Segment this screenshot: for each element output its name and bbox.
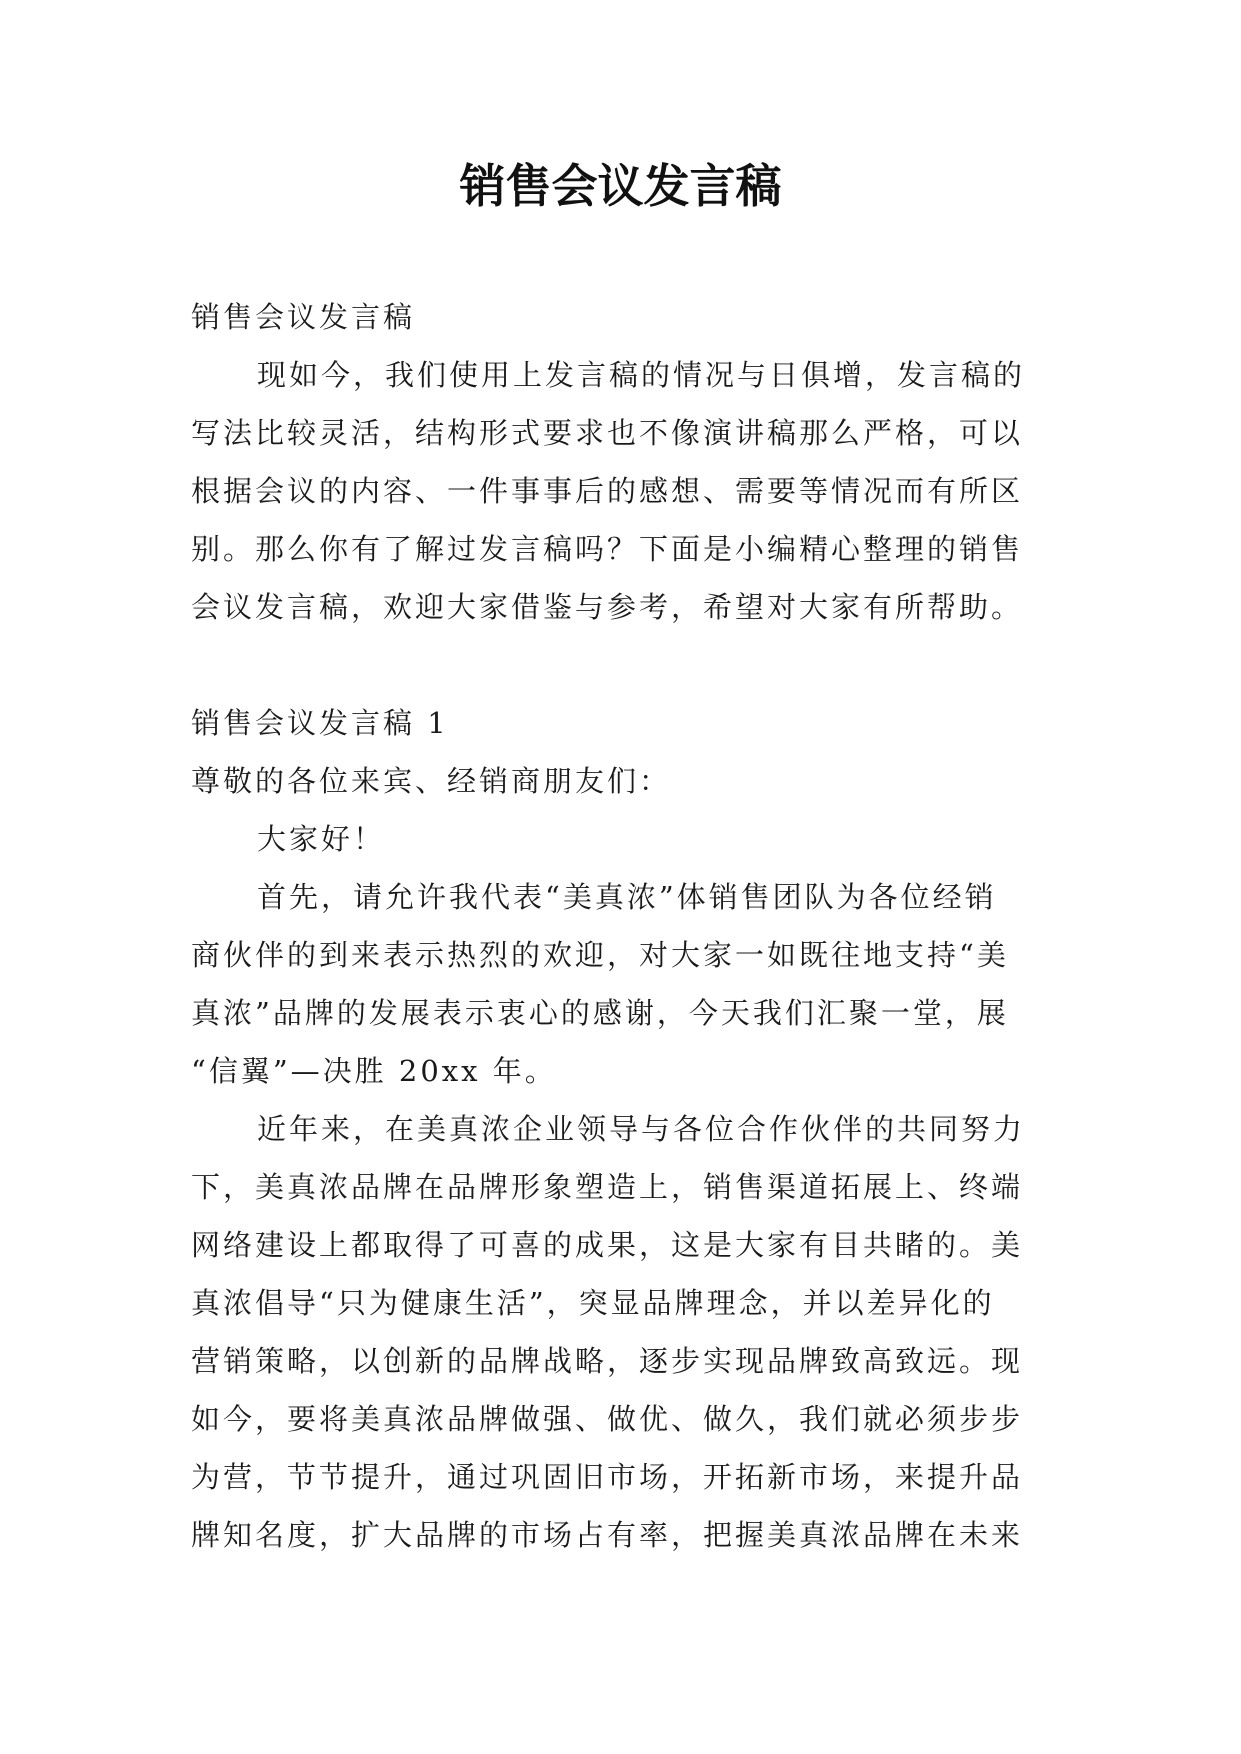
- salutation: 尊敬的各位来宾、经销商朋友们：: [191, 764, 672, 798]
- intro-line: 根据会议的内容、一件事事后的感想、需要等情况而有所区: [191, 474, 1024, 508]
- para2-line: 近年来，在美真浓企业领导与各位合作伙伴的共同努力: [257, 1112, 1026, 1146]
- subtitle: 销售会议发言稿: [191, 300, 416, 334]
- para2-line: 网络建设上都取得了可喜的成果，这是大家有目共睹的。美: [191, 1228, 1024, 1262]
- greeting: 大家好！: [257, 822, 386, 856]
- para1-line: “信翼”—决胜 20xx 年。: [191, 1054, 557, 1088]
- para2-line: 为营，节节提升，通过巩固旧市场，开拓新市场，来提升品: [191, 1460, 1024, 1494]
- paragraph-gap: [191, 636, 1066, 694]
- para2-line: 如今，要将美真浓品牌做强、做优、做久，我们就必须步步: [191, 1402, 1024, 1436]
- para1-line: 首先，请允许我代表“美真浓”体销售团队为各位经销: [257, 880, 997, 914]
- intro-line: 现如今，我们使用上发言稿的情况与日俱增，发言稿的: [257, 358, 1026, 392]
- document-body: [191, 288, 1066, 1564]
- para2-line: 下，美真浓品牌在品牌形象塑造上，销售渠道拓展上、终端: [191, 1170, 1024, 1204]
- para1-line: 真浓”品牌的发展表示衷心的感谢，今天我们汇聚一堂，展: [191, 996, 1009, 1030]
- intro-line: 写法比较灵活，结构形式要求也不像演讲稿那么严格，可以: [191, 416, 1024, 450]
- para2-line: 营销策略，以创新的品牌战略，逐步实现品牌致高致远。现: [191, 1344, 1024, 1378]
- para1-line: 商伙伴的到来表示热烈的欢迎，对大家一如既往地支持“美: [191, 938, 1009, 972]
- section-title: 销售会议发言稿 1: [191, 706, 449, 740]
- para2-line: 真浓倡导“只为健康生活”，突显品牌理念，并以差异化的: [191, 1286, 995, 1320]
- document-title: 销售会议发言稿: [459, 159, 782, 213]
- para2-line: 牌知名度，扩大品牌的市场占有率，把握美真浓品牌在未来: [191, 1518, 1024, 1552]
- intro-line: 别。那么你有了解过发言稿吗？下面是小编精心整理的销售: [191, 532, 1024, 566]
- intro-line: 会议发言稿，欢迎大家借鉴与参考，希望对大家有所帮助。: [191, 590, 1024, 624]
